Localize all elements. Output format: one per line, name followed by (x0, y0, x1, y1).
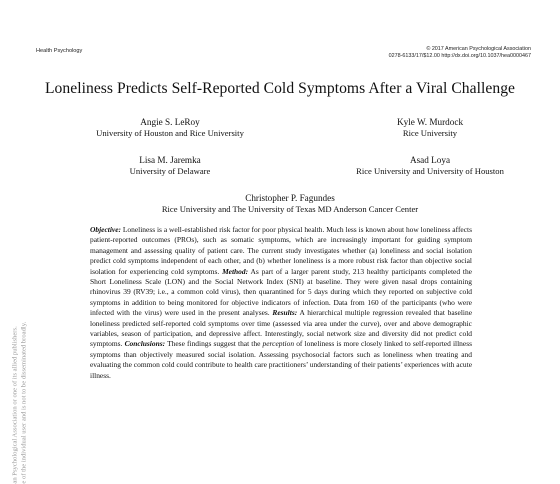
conclusions-text-b: of loneliness is more closely linked to self-reported illness symptoms than objectively measured social isolation. Assessing psychosocial factors such as loneliness when treating and evaluating the common cold could contribute to health care practitioners’ understanding of their patients’ experiences with acute illness. (90, 339, 472, 380)
method-text: As part of a larger parent study, 213 healthy participants completed the Short Loneliness Scale (LON) and the Social Network Index (SNI) at baseline. They were given nasal drops containing rhinovirus 39 (RV39; i.e., a common cold virus), then quarantined for 5 days during which they reported on subjective cold symptoms in addition to being monitored for objective indicators of infection. Data from 160 of the participants (who were infected with the virus) were used in the present analyses. (90, 266, 472, 318)
side-note-line-1: an Psychological Association or one of its allied publishers. (11, 326, 19, 484)
paper-title: Loneliness Predicts Self-Reported Cold Symptoms After a Viral Challenge (44, 80, 516, 97)
abstract (90, 225, 472, 381)
results-text: A hierarchical multiple regression revealed that baseline loneliness predicted self-reported cold symptoms over time (assessed via area under the curve), over and above demographic variables, season of participation, and depressive affect. Interestingly, social network size and diversity did not predict cold symptoms. (90, 308, 472, 349)
author-affiliation: Rice University and The University of Texas MD Anderson Cancer Center (161, 203, 419, 214)
side-note-line-2: e of the individual user and is not to be disseminated broadly. (20, 321, 27, 484)
author-affiliation: University of Houston and Rice University (96, 127, 244, 138)
author-name: Lisa M. Jaremka (139, 155, 201, 165)
author-name: Kyle W. Murdock (396, 117, 464, 127)
author-block-5 (60, 193, 520, 214)
objective-text: Loneliness is a well-established risk factor for poor physical health. Much less is known about how loneliness affects patient-reported outcomes (PROs), such as somatic symptoms, which are increasingly important for guiding symptom management and assessing quality of patient care. The current study investigates whether (a) loneliness and social isolation predict cold symptoms independent of each other, and (b) whether loneliness is a more robust risk factor than objective social isolation for experiencing cold symptoms. (90, 225, 472, 276)
author-block-1 (70, 117, 270, 138)
conclusions-text-a: These findings suggest that the (165, 339, 263, 349)
author-block-3 (70, 155, 270, 176)
conclusions-label: Conclusions: (124, 339, 166, 349)
journal-name: Health Psychology (36, 48, 83, 54)
results-label: Results: (272, 308, 298, 318)
copyright-line: © 2017 American Psychological Association (426, 46, 531, 52)
issn-doi-line: 0278-6133/17/$12.00 http://dx.doi.org/10.1037/hea0000467 (388, 53, 531, 59)
author-name: Christopher P. Fagundes (245, 193, 335, 203)
author-block-2 (330, 117, 530, 138)
author-affiliation: Rice University (402, 127, 458, 138)
objective-label: Objective: (90, 225, 121, 234)
author-affiliation: Rice University and University of Houston (356, 165, 504, 176)
method-label: Method: (222, 266, 249, 276)
perception-emphasis: perception (262, 339, 295, 349)
author-name: Asad Loya (409, 155, 451, 165)
author-block-4 (310, 155, 550, 176)
copyright-side-note (11, 144, 28, 484)
header-citation-block (389, 46, 531, 60)
author-affiliation: University of Delaware (129, 165, 211, 176)
author-name: Angie S. LeRoy (140, 117, 200, 127)
